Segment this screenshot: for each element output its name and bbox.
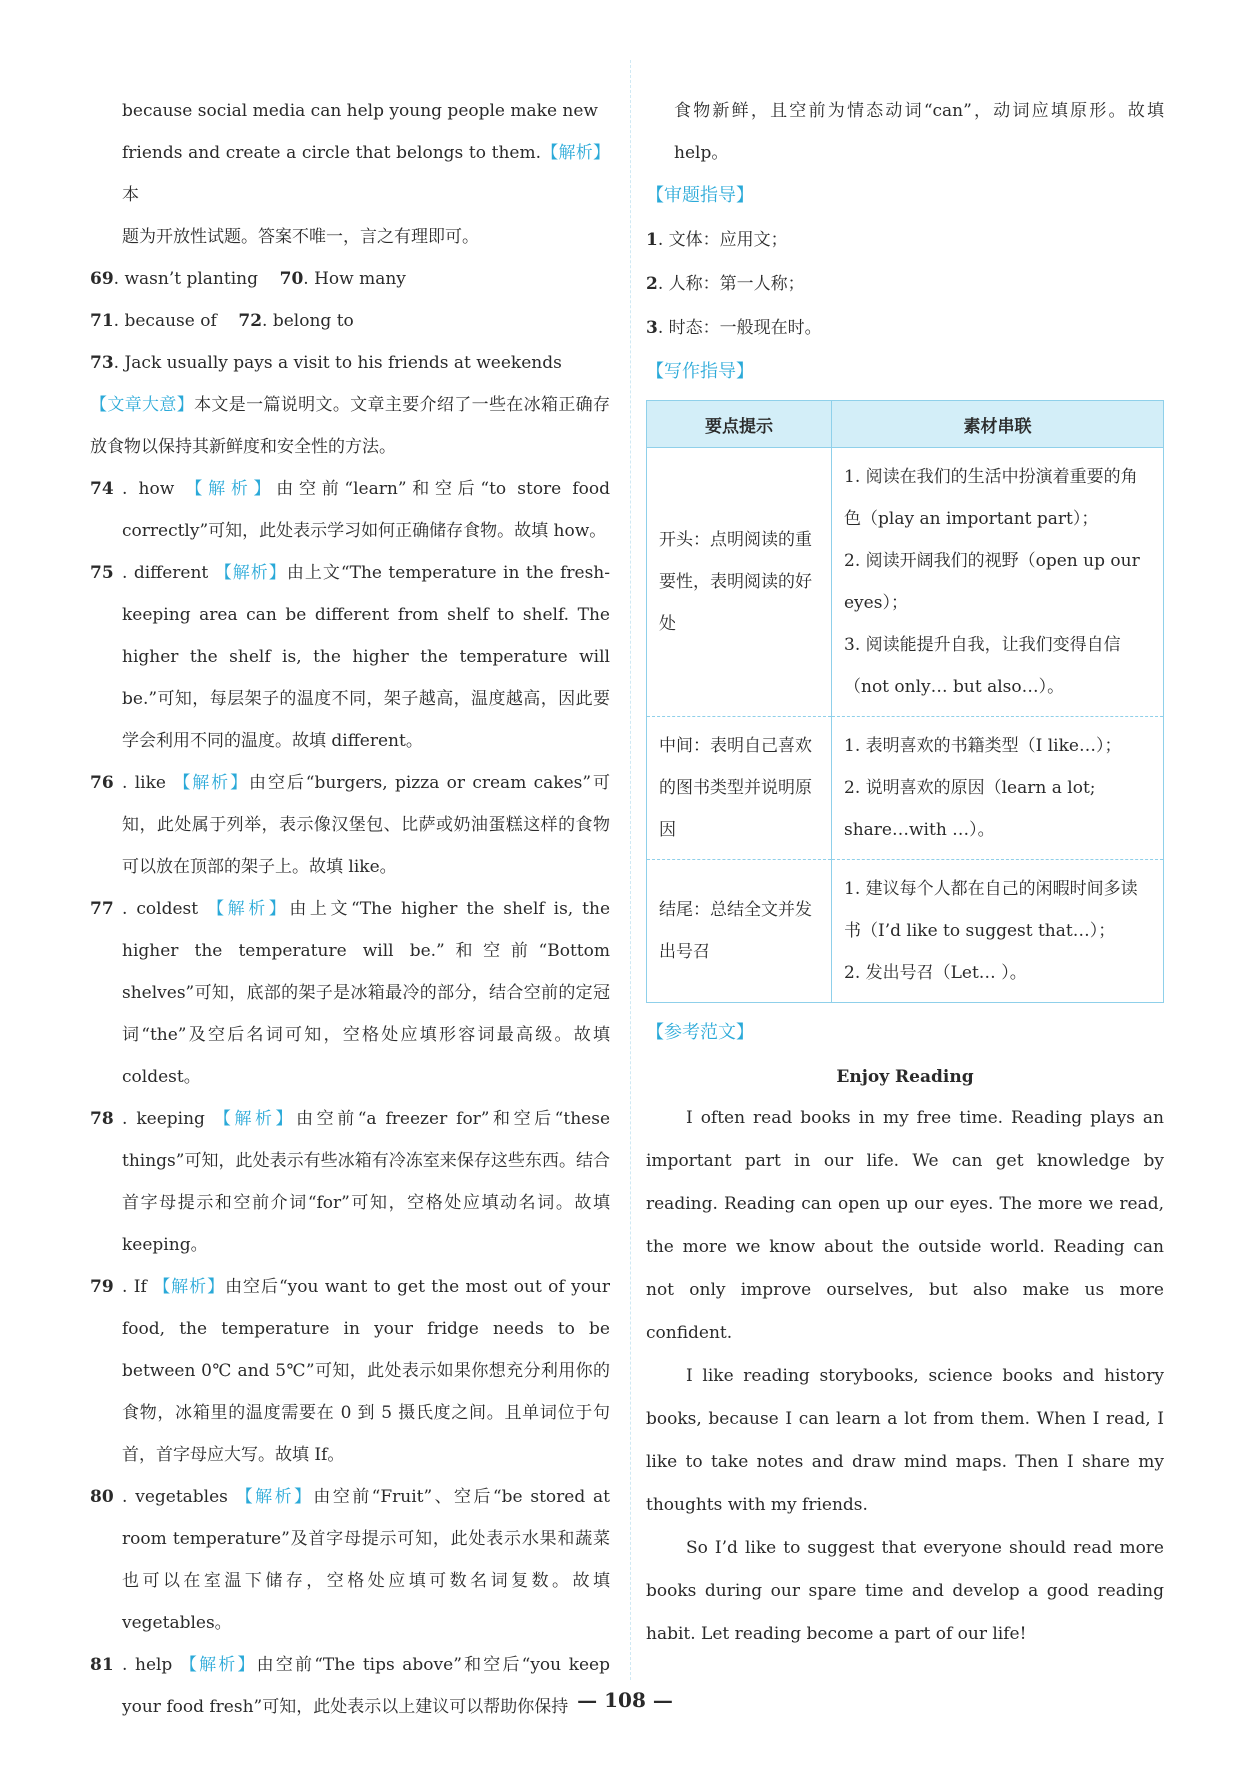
sample-essay-heading: 【参考范文】: [646, 1022, 754, 1043]
analysis-list: [90, 468, 610, 1728]
analysis-item-80: [90, 1476, 610, 1644]
answer-71: . because of: [113, 311, 217, 331]
sample-essay: [646, 1097, 1164, 1656]
item-text: 由空后“burgers, pizza or cream cakes”可知，此处属于列举，表示像汉堡包、比萨或奶油蛋糕这样的食物可以放在顶部的架子上。故填 like。: [122, 773, 611, 877]
review-guide-heading: 【审题指导】: [646, 185, 754, 206]
item-number: 77: [90, 899, 114, 919]
answer-73-text: . Jack usually pays a visit to his friends at weekends: [113, 353, 562, 373]
sample-essay-title: Enjoy Reading: [836, 1067, 974, 1087]
article-summary: [90, 384, 610, 468]
item-number: 76: [90, 773, 114, 793]
table-points-cell: [832, 717, 1164, 860]
item-tag: 【解析】: [213, 1109, 297, 1129]
item-tag: 【解析】: [153, 1277, 226, 1297]
table-key-cell: 开头：点明阅读的重要性，表明阅读的好处: [647, 448, 832, 717]
table-point: 3. 阅读能提升自我，让我们变得自信（not only… but also…）。: [844, 635, 1121, 697]
table-points-cell: [832, 860, 1164, 1003]
item-text: 由空前“Fruit”、空后“be stored at room temperature”及首字母提示可知，此处表示水果和蔬菜也可以在室温下储存，空格处应填可数名词复数。故填 vegetables。: [122, 1487, 610, 1633]
item-text: 由空前“a freezer for”和空后“these things”可知，此处表示有些冰箱有冷冻室来保存这些东西。结合首字母提示和空前介词“for”可知，空格处应填动名词。故填 keeping。: [122, 1109, 611, 1255]
item-tag: 【解析】: [235, 1487, 314, 1507]
sample-paragraph: I like reading storybooks, science books and history books, because I can learn a lot from them. When I read, I like to take notes and draw mind maps. Then I share my thoughts with my friends.: [646, 1366, 1164, 1515]
item-number: 75: [90, 563, 114, 583]
item-answer: . help: [122, 1655, 173, 1675]
summary-text: 本文是一篇说明文。文章主要介绍了一些在冰箱正确存放食物以保持其新鲜度和安全性的方法。: [90, 395, 611, 457]
table-point: 1. 表明喜欢的书籍类型（I like…）；: [844, 736, 1122, 756]
item-tag: 【解析】: [173, 773, 250, 793]
item-number: 79: [90, 1277, 114, 1297]
writing-tips-table: [646, 400, 1164, 1003]
intro-block: [90, 90, 610, 258]
answer-69-70: [90, 258, 610, 300]
item-text: 由空前“The tips above”和空后“you keep your food fresh”可知，此处表示以上建议可以帮助你保持: [122, 1655, 610, 1717]
answer-72: . belong to: [262, 311, 354, 331]
review-number: 2: [646, 274, 658, 294]
item-answer: . different: [122, 563, 209, 583]
number-70: 70: [279, 269, 304, 289]
table-point: 2. 说明喜欢的原因（learn a lot; share…with …）。: [844, 778, 1096, 840]
analysis-item-75: [90, 552, 610, 762]
number-69: 69: [90, 269, 114, 289]
analysis-item-79: [90, 1266, 610, 1476]
answer-70: . How many: [303, 269, 406, 289]
review-text: . 人称：第一人称；: [657, 274, 805, 294]
analysis-item-77: [90, 888, 610, 1098]
analysis-item-74: [90, 468, 610, 552]
table-header-key: 要点提示: [647, 401, 832, 448]
item-answer: . If: [122, 1277, 147, 1297]
review-text: . 时态：一般现在时。: [657, 318, 822, 338]
analysis-item-76: [90, 762, 610, 888]
summary-tag: 【文章大意】: [90, 395, 195, 415]
review-text: . 文体：应用文；: [657, 230, 788, 250]
item-tag: 【解析】: [214, 563, 287, 583]
page-number: — 108 —: [577, 1688, 673, 1712]
item-tag: 【解析】: [207, 899, 290, 919]
table-points-cell: [832, 448, 1164, 717]
table-key-cell: 结尾：总结全文并发出号召: [647, 860, 832, 1003]
intro-line-2-text: friends and create a circle that belongs to them.: [122, 143, 541, 163]
table-row: [647, 717, 1164, 860]
item-number: 81: [90, 1655, 114, 1675]
intro-line-2: [122, 132, 610, 216]
number-72: 72: [238, 311, 263, 331]
item-text: 由上文“The higher the shelf is, the higher the temperature will be.”和空前“Bottom shelves”可知，底部的架子是冰箱最冷的部分，结合空前的定冠词“the”及空后名词可知，空格处应填形容词最高级。故填 coldest。: [122, 899, 611, 1087]
left-column: [90, 90, 610, 1728]
intro-line-1: because social media can help young people make new: [122, 101, 598, 121]
item-answer: . keeping: [122, 1109, 205, 1129]
table-point: 2. 发出号召（Let… ）。: [844, 963, 1027, 983]
answer-71-72: [90, 300, 610, 342]
item-number: 80: [90, 1487, 114, 1507]
item-text: 由上文“The temperature in the fresh-keeping area can be different from shelf to shelf. The higher the shelf is, the higher the temperature will be.”可知，每层架子的温度不同，架子越高，温度越高，因此要学会利用不同的温度。故填 different。: [122, 563, 610, 751]
review-item-3: [646, 306, 1164, 350]
sample-paragraph: I often read books in my free time. Reading plays an important part in our life. We can get knowledge by reading. Reading can open up our eyes. The more we read, the more we know about the outside world. Reading can not only improve ourselves, but also make us more confident.: [646, 1108, 1164, 1343]
intro-line-3: 题为开放性试题。答案不唯一，言之有理即可。: [122, 227, 479, 247]
item-answer: . how: [122, 479, 175, 499]
table-header-material: 素材串联: [832, 401, 1164, 448]
right-column: [646, 90, 1164, 1656]
item-text: 由空后“you want to get the most out of your food, the temperature in your fridge needs to be between 0℃ and 5℃”可知，此处表示如果你想充分利用你的食物，冰箱里的温度需要在 0 到 5 摄氏度之间。且单词位于句首，首字母应大写。故填 If。: [122, 1277, 610, 1465]
table-key-cell: 中间：表明自己喜欢的图书类型并说明原因: [647, 717, 832, 860]
number-71: 71: [90, 311, 114, 331]
analysis-item-78: [90, 1098, 610, 1266]
item-answer: . vegetables: [122, 1487, 228, 1507]
table-row: [647, 860, 1164, 1003]
answer-69: . wasn’t planting: [113, 269, 258, 289]
review-item-1: [646, 218, 1164, 262]
item-text: 由空前“learn”和空后“to store food correctly”可知，此处表示学习如何正确储存食物。故填 how。: [122, 479, 611, 541]
table-row: [647, 448, 1164, 717]
review-number: 3: [646, 318, 658, 338]
table-header-row: [647, 401, 1164, 448]
item-number: 78: [90, 1109, 114, 1129]
item-answer: . coldest: [122, 899, 199, 919]
writing-guide-heading: 【写作指导】: [646, 361, 754, 382]
table-point: 1. 阅读在我们的生活中扮演着重要的角色（play an important part）；: [844, 467, 1138, 529]
review-item-2: [646, 262, 1164, 306]
item-tag: 【解析】: [185, 479, 277, 499]
analysis-tag: 【解析】: [541, 143, 610, 163]
column-divider: [630, 60, 631, 1680]
sample-paragraph: So I’d like to suggest that everyone should read more books during our spare time and develop a good reading habit. Let reading become a part of our life!: [646, 1538, 1164, 1644]
continued-text: 食物新鲜，且空前为情态动词“can”，动词应填原形。故填 help。: [674, 101, 1164, 163]
number-73: 73: [90, 353, 114, 373]
table-point: 1. 建议每个人都在自己的闲暇时间多读书（I’d like to suggest that…）；: [844, 879, 1138, 941]
review-number: 1: [646, 230, 658, 250]
analysis-item-81: [90, 1644, 610, 1728]
intro-tag-tail: 本: [122, 185, 139, 205]
table-point: 2. 阅读开阔我们的视野（open up our eyes）；: [844, 551, 1140, 613]
item-answer: . like: [122, 773, 166, 793]
item-tag: 【解析】: [179, 1655, 257, 1675]
answer-73: [90, 342, 610, 384]
item-number: 74: [90, 479, 114, 499]
